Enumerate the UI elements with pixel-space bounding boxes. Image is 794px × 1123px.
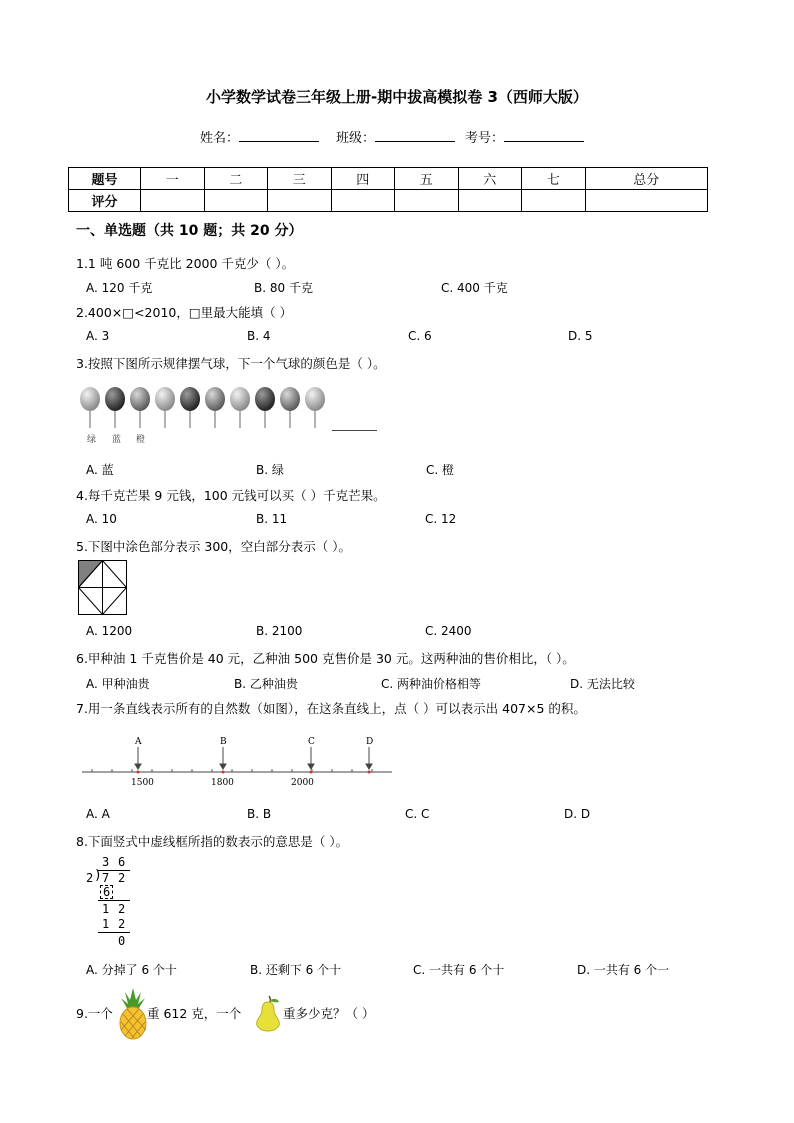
point-label-c: C: [308, 737, 315, 747]
point-label-b: B: [220, 737, 227, 747]
question-1: 1.1 吨 600 千克比 2000 千克少（ ）。: [76, 256, 295, 271]
question-5: 5.下图中涂色部分表示 300，空白部分表示（ ）。: [76, 539, 351, 554]
section-title: 一、单选题（共 10 题；共 20 分）: [76, 223, 303, 239]
pear-icon: [252, 994, 284, 1032]
balloon-8: [255, 387, 275, 428]
balloon-9: [280, 387, 300, 428]
question-8: 8.下面竖式中虚线框所指的数表示的意思是（ ）。: [76, 834, 349, 849]
question-2: 2.400×□<2010，□里最大能填（ ）: [76, 305, 293, 320]
q2-option-c[interactable]: C. 6: [408, 329, 432, 343]
q5-option-c[interactable]: C. 2400: [425, 624, 472, 638]
score-cell[interactable]: [585, 190, 708, 212]
q6-option-d[interactable]: D. 无法比较: [570, 677, 635, 691]
id-field[interactable]: [465, 127, 584, 146]
tick-label: 1800: [211, 778, 234, 788]
name-field[interactable]: [200, 127, 319, 146]
score-cell[interactable]: [268, 190, 332, 212]
score-table-header-row: [69, 168, 708, 190]
balloon-5: [180, 387, 200, 428]
score-header-cell: 一: [141, 168, 205, 190]
q3-option-b[interactable]: B. 绿: [256, 463, 284, 477]
q7-option-d[interactable]: D. D: [564, 807, 591, 821]
balloon-sequence-figure: [78, 386, 328, 432]
q1-option-a[interactable]: A. 120 千克: [86, 281, 153, 295]
dividend-digit: 7: [102, 871, 110, 885]
question-6: 6.甲种油 1 千克售价是 40 元，乙种油 500 克售价是 30 元。这两种油的售价相比，（ ）。: [76, 651, 575, 666]
score-cell[interactable]: [522, 190, 586, 212]
balloon-answer-blank[interactable]: [332, 430, 377, 431]
score-cell[interactable]: [141, 190, 205, 212]
balloon-label: 绿: [87, 435, 97, 445]
q7-option-a[interactable]: A. A: [86, 807, 110, 821]
q8-option-c[interactable]: C. 一共有 6 个十: [413, 963, 505, 977]
balloon-1: [80, 387, 100, 428]
class-label: 班级：: [336, 131, 376, 146]
q8-option-b[interactable]: B. 还剩下 6 个十: [250, 963, 342, 977]
number-line-figure: [82, 735, 394, 793]
name-label: 姓名：: [200, 131, 240, 146]
q2-option-d[interactable]: D. 5: [568, 329, 593, 343]
score-cell[interactable]: [458, 190, 522, 212]
score-header-cell: 总分: [585, 168, 708, 190]
question-4: 4.每千克芒果 9 元钱，100 元钱可以买（ ）千克芒果。: [76, 488, 386, 503]
q5-option-a[interactable]: A. 1200: [86, 624, 133, 638]
step2-digit: 1: [102, 902, 110, 916]
balloon-2: [105, 387, 125, 428]
step3-digit: 2: [118, 917, 126, 931]
score-header-cell: 题号: [69, 168, 141, 190]
score-header-cell: 四: [331, 168, 395, 190]
dividend-digit: 2: [118, 871, 126, 885]
q4-option-c[interactable]: C. 12: [425, 512, 457, 526]
score-header-cell: 六: [458, 168, 522, 190]
score-cell[interactable]: [331, 190, 395, 212]
question-9-part-2: 重 612 克，一个: [147, 1006, 242, 1021]
page-title: 小学数学试卷三年级上册-期中拔高模拟卷 3（西师大版）: [206, 88, 588, 106]
q8-option-a[interactable]: A. 分掉了 6 个十: [86, 963, 177, 977]
score-row-label: 评分: [69, 190, 141, 212]
id-label: 考号：: [465, 131, 505, 146]
balloon-label: 蓝: [112, 435, 122, 445]
score-cell[interactable]: [395, 190, 459, 212]
balloon-6: [205, 387, 225, 428]
q2-option-a[interactable]: A. 3: [86, 329, 110, 343]
class-field[interactable]: [336, 127, 455, 146]
step2-digit: 2: [118, 902, 126, 916]
step3-digit: 1: [102, 917, 110, 931]
score-header-cell: 七: [522, 168, 586, 190]
balloon-label: 橙: [136, 435, 146, 445]
q1-option-b[interactable]: B. 80 千克: [254, 281, 313, 295]
balloon-10: [305, 387, 325, 428]
score-header-cell: 三: [268, 168, 332, 190]
score-table: [68, 167, 708, 212]
question-3: 3.按照下图所示规律摆气球，下一个气球的颜色是（ ）。: [76, 356, 386, 371]
id-blank[interactable]: [504, 129, 584, 142]
square-diagram: [78, 560, 128, 616]
quotient-digit: 6: [118, 855, 126, 869]
q7-option-c[interactable]: C. C: [405, 807, 430, 821]
q1-option-c[interactable]: C. 400 千克: [441, 281, 508, 295]
quotient-digit: 3: [102, 855, 110, 869]
name-blank[interactable]: [239, 129, 319, 142]
score-table-score-row: [69, 190, 708, 212]
q4-option-a[interactable]: A. 10: [86, 512, 117, 526]
long-division: 3 6 2 ) 7 2 6 1 2 1 2 0: [80, 855, 140, 950]
score-header-cell: 二: [204, 168, 268, 190]
q6-option-c[interactable]: C. 两种油价格相等: [381, 677, 482, 691]
score-header-cell: 五: [395, 168, 459, 190]
class-blank[interactable]: [375, 129, 455, 142]
q2-option-b[interactable]: B. 4: [247, 329, 271, 343]
point-label-d: D: [366, 737, 374, 747]
dashed-box-digit: 6: [100, 885, 113, 899]
q7-option-b[interactable]: B. B: [247, 807, 272, 821]
tick-label: 1500: [131, 778, 154, 788]
tick-label: 2000: [291, 778, 314, 788]
q5-option-b[interactable]: B. 2100: [256, 624, 303, 638]
q3-option-a[interactable]: A. 蓝: [86, 463, 114, 477]
q8-option-d[interactable]: D. 一共有 6 个一: [577, 963, 670, 977]
question-9-part-1: 9.一个: [76, 1006, 113, 1021]
question-9-part-3: 重多少克？（ ）: [283, 1006, 375, 1021]
q4-option-b[interactable]: B. 11: [256, 512, 288, 526]
balloon-4: [155, 387, 175, 428]
balloon-3: [130, 387, 150, 428]
pineapple-icon: [117, 986, 149, 1040]
divisor: 2: [86, 871, 94, 885]
point-label-a: A: [135, 737, 142, 747]
q6-option-a[interactable]: A. 甲种油贵: [86, 677, 150, 691]
remainder: 0: [118, 934, 126, 948]
balloon-7: [230, 387, 250, 428]
question-7: 7.用一条直线表示所有的自然数（如图），在这条直线上，点（ ）可以表示出 407×5 的积。: [76, 701, 586, 716]
score-cell[interactable]: [204, 190, 268, 212]
q3-option-c[interactable]: C. 橙: [426, 463, 455, 477]
q6-option-b[interactable]: B. 乙种油贵: [234, 677, 298, 691]
